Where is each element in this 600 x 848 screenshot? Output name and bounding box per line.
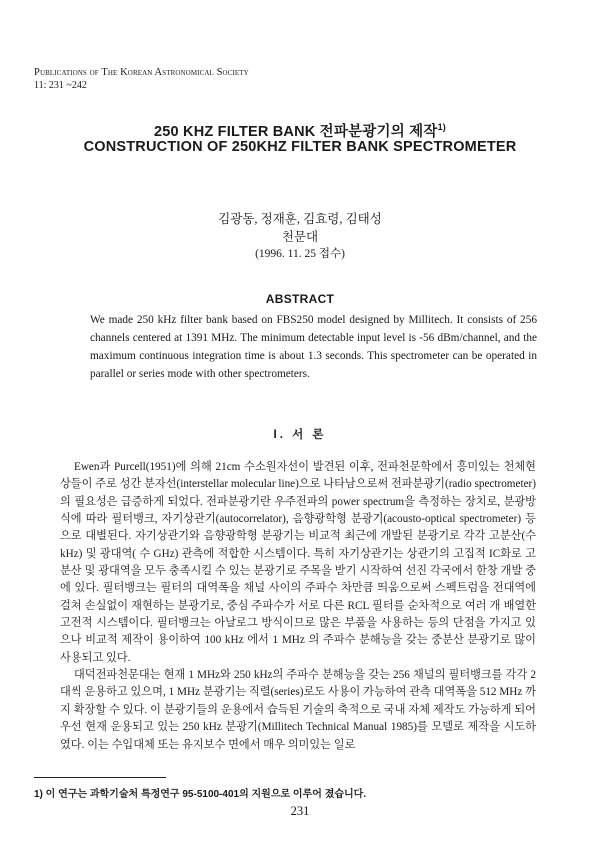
abstract-text: We made 250 kHz filter bank based on FBS250 model designed by Millitech. It consists of 256 channels centered at 1391 MHz. The minimum detectable input level is -56 dBm/channel, and the maximum continuous integration time is about 1.3 seconds. This spectrometer can be operated in parallel or series mode with other spectrometers. [90, 314, 537, 380]
journal-pages: 11: 231 ~242 [34, 80, 87, 91]
authors: 김광동, 정재훈, 김효령, 김태성 [218, 212, 382, 226]
footnote: 1) 이 연구는 과학기술처 특정연구 95-5100-401의 지원으로 이루어 졌습니다. [34, 789, 367, 800]
journal-name: Publications of The Korean Astronomical Society [34, 67, 249, 78]
received-date: (1996. 11. 25 접수) [255, 248, 345, 260]
title-footnote-mark: 1) [437, 122, 446, 133]
korean-title-text: 250 KHZ FILTER BANK 전파분광기의 제작 [154, 124, 438, 140]
section-heading-introduction: I. 서 론 [273, 429, 327, 441]
body-paragraph-1: Ewen과 Purcell(1951)에 의해 21cm 수소원자선이 발견된 이후, 전파천문학에서 흥미있는 천체현상들이 주로 성간 분자선(interstellar molecular line)으로 나타남으로써 전파분광기(radio spectrometer)의 필요성은 급증하게 되었다. 전파분광기란 우주전파의 power spectrum을 측정하는 장치로, 분광방식에 따라 필터뱅크, 자기상관기(autocorrelator), 음향광학형 분광기(acousto-optical spectrometer) 등으로 대별된다. 자기상관기와 음향광학형 분광기는 비교적 최근에 개발된 분광기로 각각 고분산(수 kHz) 및 광대역( 수 GHz) 관측에 적합한 시스템이다. 특히 자기상관기는 상관기의 고집적 IC화로 고분산 및 광대역을 모두 충족시킬 수 있는 분광기로 주목을 받기 시작하여 선진 각국에서 한창 개발 중에 있다. 필터뱅크는 필터의 대역폭을 채널 사이의 주파수 차만큼 띄움으로써 스펙트럼을 전대역에 걸쳐 손실없이 재현하는 분광기로, 중심 주파수가 서로 다른 RCL 필터를 순차적으로 여러 개 배열한 고전적 시스템이다. 필터뱅크는 아날로그 방식이므로 많은 부품을 사용하는 등의 단점을 가지고 있으나 비교적 제작이 용이하여 100 kHz 에서 1 MHz 의 주파수 분해능을 갖는 중분산 분광기로 많이 사용되고 있다. [60, 461, 536, 664]
english-title: CONSTRUCTION OF 250KHZ FILTER BANK SPECTROMETER [83, 139, 517, 155]
korean-title [0, 120, 600, 141]
page-number: 231 [290, 804, 310, 818]
body-paragraph-2: 대덕전파천문대는 현재 1 MHz와 250 kHz의 주파수 분해능을 갖는 256 채널의 필터뱅크를 각각 2대씩 운용하고 있으며, 1 MHz 분광기는 직렬(series)로도 사용이 가능하여 관측 대역폭을 512 MHz 까지 확장할 수 있다. 이 분광기들의 운용에서 습득된 기술의 축적으로 국내 자체 제작도 가능하게 되어 우선 현재 운용되고 있는 250 kHz 분광기(Millitech Technical Manual 1985)를 모델로 제작을 시도하였다. 이는 수입대체 또는 유지보수 면에서 매우 의미있는 일로 [60, 669, 536, 751]
abstract-body [90, 311, 537, 383]
abstract-heading: ABSTRACT [265, 292, 335, 306]
footnote-rule [34, 777, 166, 778]
affiliation: 천문대 [281, 230, 319, 244]
body-text [60, 459, 536, 754]
